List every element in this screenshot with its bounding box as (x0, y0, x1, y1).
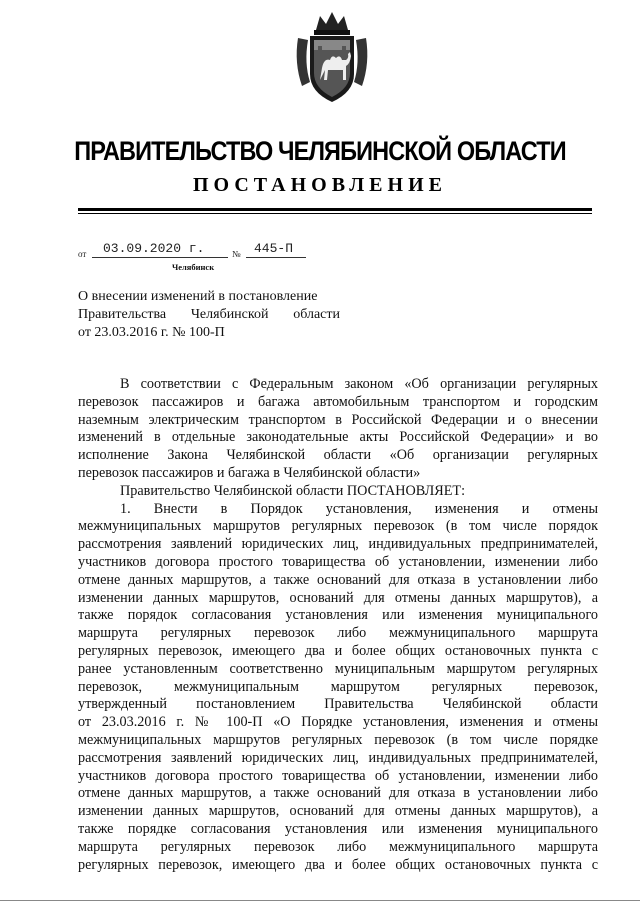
body-line: изменении данных маршрутов, оснований для отмены данных маршрутов), а (78, 589, 598, 606)
subject-line: от 23.03.2016 г. № 100-П (78, 325, 225, 340)
government-title: ПРАВИТЕЛЬСТВО ЧЕЛЯБИНСКОЙ ОБЛАСТИ (74, 136, 566, 166)
page-bottom-edge (0, 900, 640, 901)
body-line: изменений в отдельные законодательные акты Российской Федерации» и во (78, 429, 598, 446)
body-line: маршрута регулярных перевозок либо межмуниципального маршрута (78, 838, 598, 855)
document-type-title: ПОСТАНОВЛЕНИЕ (193, 174, 447, 196)
coat-of-arms-emblem (292, 8, 372, 108)
body-line: межмуниципальных маршрутов регулярных перевозок (в том числе порядок (78, 518, 598, 535)
body-line: перевозок, межмуниципальным маршрутом регулярных перевозок, (78, 678, 598, 695)
body-line: В соответствии с Федеральным законом «Об организации регулярных (120, 376, 598, 392)
date-underline (92, 257, 228, 258)
subject-line: О внесении изменений в постановление (78, 289, 318, 304)
from-label: от (78, 249, 87, 259)
body-line: перевозок пассажиров и багажа в Челябинской области» (78, 464, 421, 481)
header-rule-thin (78, 213, 592, 214)
body-line: рассмотрения заявлений юридических лиц, индивидуальных предпринимателей, (78, 536, 598, 553)
body-line: рассмотрения заявлений юридических лиц, индивидуальных предпринимателей, (78, 749, 598, 766)
body-line: изменении данных маршрутов, оснований для отмены данных маршрутов), а (78, 803, 598, 820)
body-line: исполнение Закона Челябинской области «Об организации регулярных (78, 447, 598, 464)
body-line: отмене данных маршрутов, а также оснований для отказа в установлении либо (78, 571, 598, 588)
resolves-line: Правительство Челябинской области ПОСТАНОВЛЯЕТ: (120, 482, 466, 499)
number-label: № (232, 249, 241, 259)
body-line: регулярных перевозок, имеющего два и более общих остановочных пункта с (78, 856, 598, 873)
header-rule-thick (78, 208, 592, 211)
document-city: Челябинск (172, 262, 215, 272)
body-line: наземным электрическим транспортом в Российской Федерации и о внесении (78, 411, 598, 428)
document-number: 445-П (254, 241, 294, 256)
document-date: 03.09.2020 г. (103, 241, 205, 256)
number-underline (246, 257, 306, 258)
body-line: отмене данных маршрутов, а также оснований для отказа в установлении либо (78, 785, 598, 802)
body-line: маршрута регулярных перевозок либо межмуниципального маршрута (78, 625, 598, 642)
body-line: также порядок согласования установления или изменения муниципального (78, 607, 598, 624)
subject-line: Правительства Челябинской области (78, 307, 340, 322)
document-body (78, 376, 598, 874)
body-line: межмуниципальных маршрутов регулярных перевозок (в том числе порядке (78, 731, 598, 748)
document-subject (78, 288, 340, 342)
body-line: участников договора простого товарищества об установлении, изменении либо (78, 553, 598, 570)
body-line: ранее установленным соответственно муниципальным маршрутом регулярных (78, 660, 598, 677)
clause-1-start: 1. Внести в Порядок установления, изменения и отмены (120, 500, 598, 517)
body-line: перевозок пассажиров и багажа автомобильным транспортом и городским (78, 393, 598, 410)
body-line: утвержденный постановлением Правительства Челябинской области (78, 696, 598, 713)
body-line: также порядке согласования установления или изменения муниципального (78, 820, 598, 837)
body-line: регулярных перевозок, имеющего два и более общих остановочных пункта с (78, 642, 598, 659)
body-line: от 23.03.2016 г. № 100-П «О Порядке установления, изменения и отмены (78, 714, 598, 731)
body-line: участников договора простого товарищества об установлении, изменении либо (78, 767, 598, 784)
